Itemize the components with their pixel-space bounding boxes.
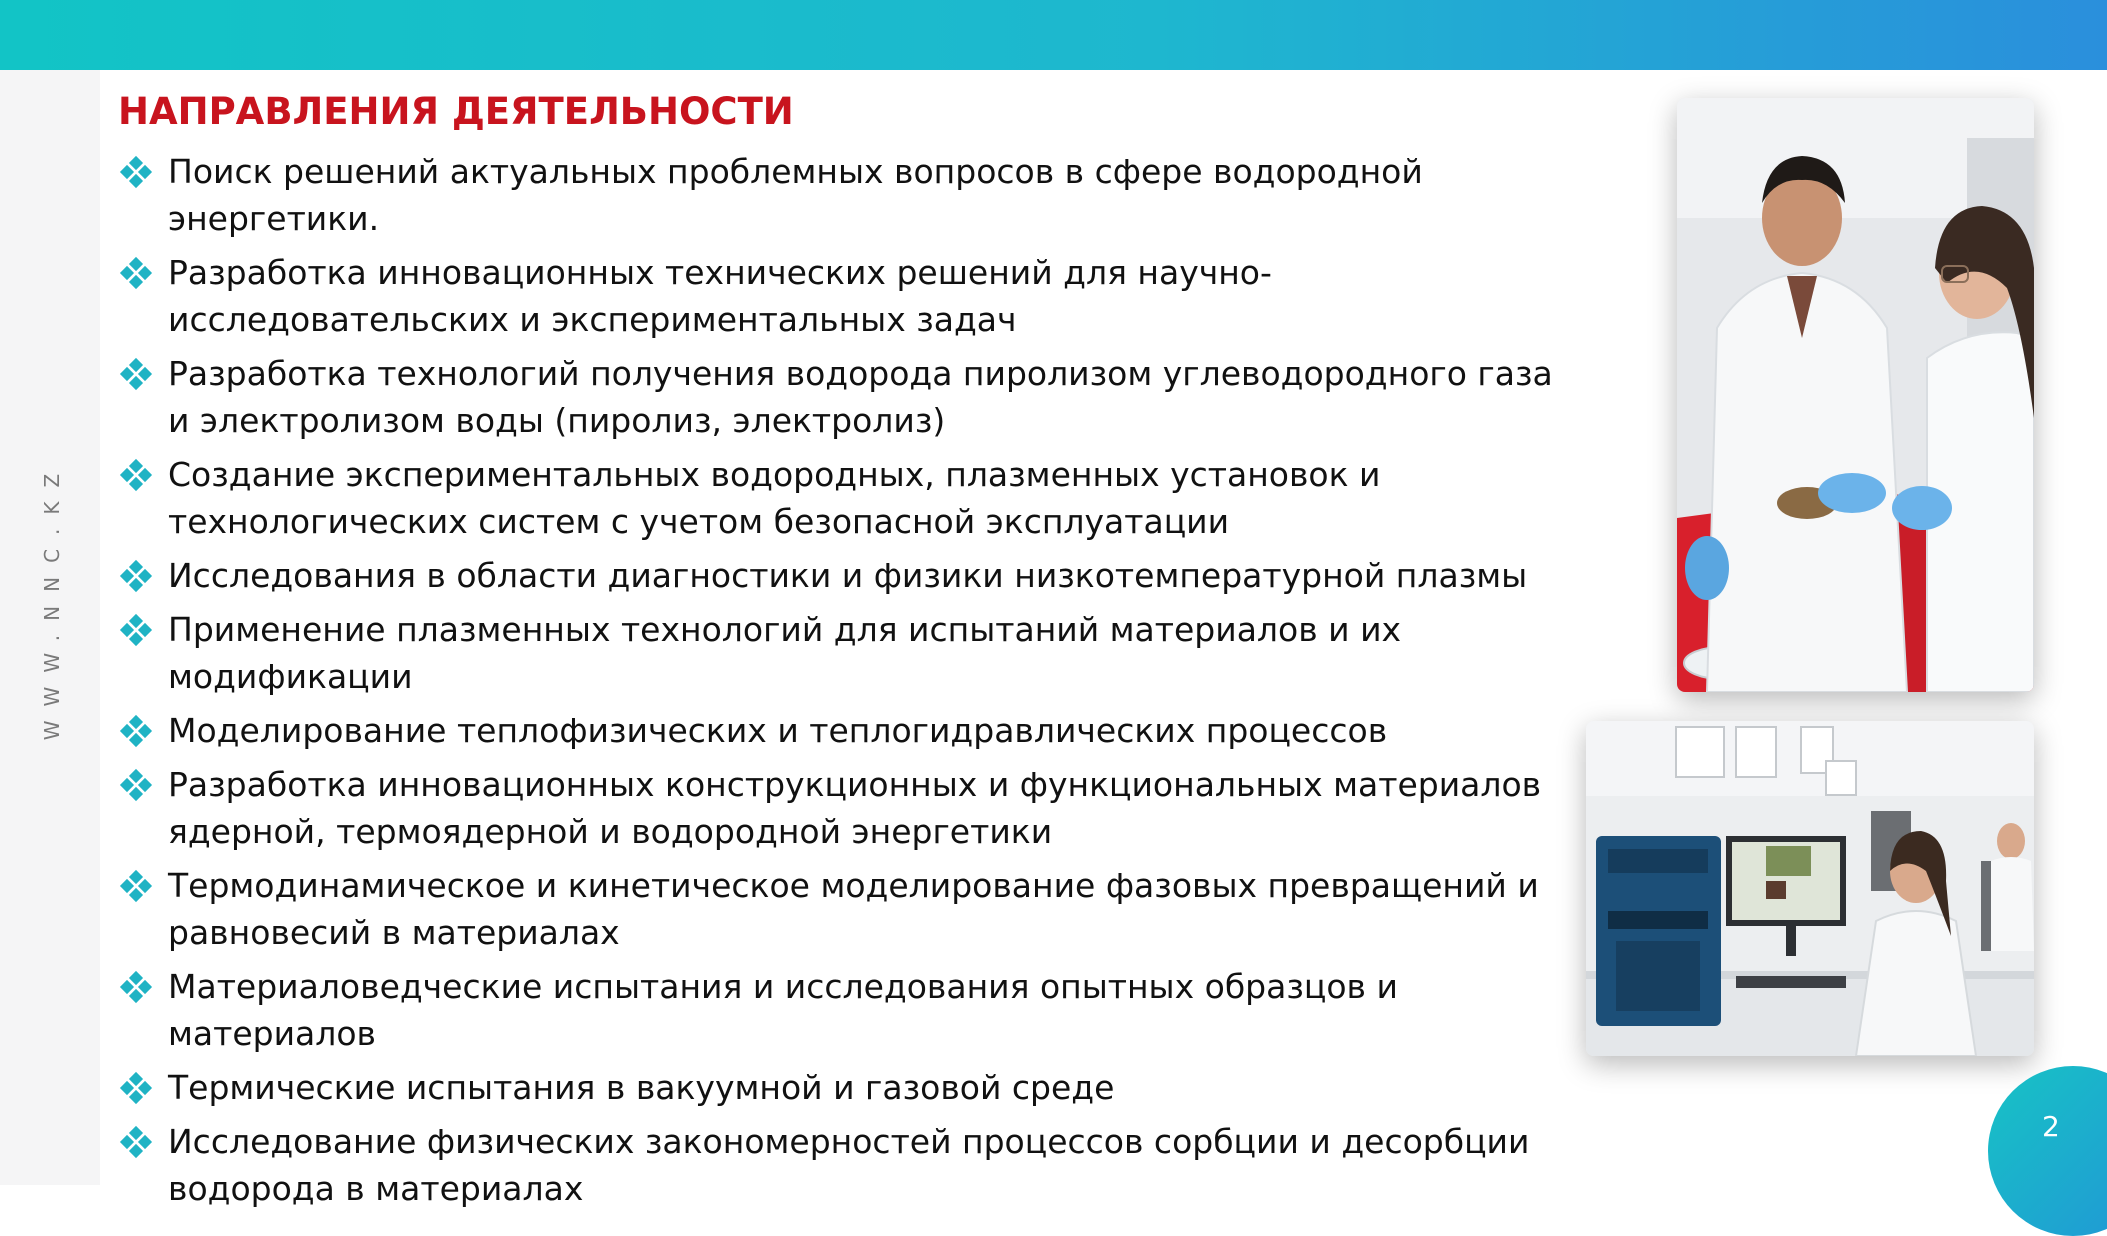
diamond-bullet-icon	[122, 616, 150, 644]
list-item-text: Разработка инновационных технических решений для научно-исследовательских и экспериментальных задач	[168, 253, 1272, 339]
diamond-bullet-icon	[122, 872, 150, 900]
lab-scientists-photo	[1677, 98, 2034, 692]
list-item	[118, 1118, 1578, 1212]
website-url[interactable]: WWW.NNC.KZ	[40, 459, 64, 741]
list-item-text: Материаловедческие испытания и исследования опытных образцов и материалов	[168, 967, 1398, 1053]
list-item-text: Разработка инновационных конструкционных и функциональных материалов ядерной, термоядерной и водородной энергетики	[168, 765, 1542, 851]
diamond-bullet-icon	[122, 461, 150, 489]
diamond-bullet-icon	[122, 973, 150, 1001]
list-item	[118, 148, 1578, 242]
page-number: 2	[2042, 1110, 2060, 1143]
list-item-text: Создание экспериментальных водородных, плазменных установок и технологических систем с учетом безопасной эксплуатации	[168, 455, 1381, 541]
list-item	[118, 249, 1578, 343]
lab-microscope-photo	[1586, 721, 2034, 1056]
list-item	[118, 761, 1578, 855]
list-item	[118, 606, 1578, 700]
list-item-text: Применение плазменных технологий для испытаний материалов и их модификации	[168, 610, 1402, 696]
diamond-bullet-icon	[122, 562, 150, 590]
list-item-text: Исследование физических закономерностей процессов сорбции и десорбции водорода в материалах	[168, 1122, 1530, 1208]
list-item	[118, 963, 1578, 1057]
list-item-text: Исследования в области диагностики и физики низкотемпературной плазмы	[168, 556, 1528, 595]
diamond-bullet-icon	[122, 158, 150, 186]
list-item	[118, 350, 1578, 444]
list-item-text: Поиск решений актуальных проблемных вопросов в сфере водородной энергетики.	[168, 152, 1423, 238]
diamond-bullet-icon	[122, 1128, 150, 1156]
page-number-badge	[1988, 1066, 2107, 1236]
diamond-bullet-icon	[122, 360, 150, 388]
list-item	[118, 707, 1578, 754]
top-banner	[0, 0, 2107, 70]
list-item-text: Термические испытания в вакуумной и газовой среде	[168, 1068, 1115, 1107]
lab-microscope-illustration	[1586, 721, 2034, 1056]
lab-scientists-illustration	[1677, 98, 2034, 692]
list-item	[118, 1064, 1578, 1111]
activity-list	[118, 148, 1578, 1219]
list-item-text: Моделирование теплофизических и теплогидравлических процессов	[168, 711, 1388, 750]
list-item-text: Разработка технологий получения водорода пиролизом углеводородного газа и электролизом воды (пиролиз, электролиз)	[168, 354, 1553, 440]
list-item	[118, 862, 1578, 956]
diamond-bullet-icon	[122, 1074, 150, 1102]
page-title: НАПРАВЛЕНИЯ ДЕЯТЕЛЬНОСТИ	[118, 90, 794, 133]
diamond-bullet-icon	[122, 259, 150, 287]
diamond-bullet-icon	[122, 771, 150, 799]
diamond-bullet-icon	[122, 717, 150, 745]
list-item	[118, 552, 1578, 599]
list-item	[118, 451, 1578, 545]
list-item-text: Термодинамическое и кинетическое моделирование фазовых превращений и равновесий в материалах	[168, 866, 1539, 952]
